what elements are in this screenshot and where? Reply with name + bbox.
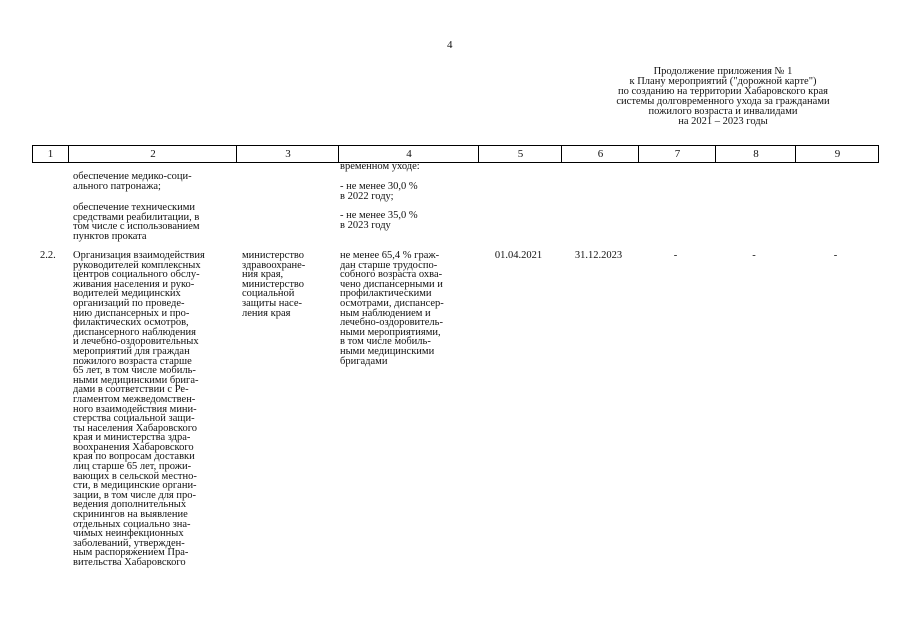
column-header-1: 1: [47, 148, 54, 160]
row-responsible: министерство здравоохране- ния края, министерство социальной защиты насе- ления края: [242, 250, 306, 319]
header-line: по созданию на территории Хабаровского края: [617, 86, 829, 97]
column-header-3: 3: [236, 146, 339, 162]
continuation-col4-item: - не менее 35,0 % в 2023 году: [340, 210, 418, 231]
continuation-col4-item: - не менее 30,0 % в 2022 году;: [340, 181, 418, 202]
continuation-col2-item: обеспечение техническими средствами реабилитации, в том числе с использованием пунктов проката: [73, 202, 200, 242]
row-col8-value: -: [752, 250, 756, 261]
column-header-2: 2: [68, 146, 237, 162]
row-start-date: 01.04.2021: [494, 250, 543, 261]
column-header-6: 6: [561, 146, 639, 162]
appendix-header: [573, 67, 873, 127]
column-header-9: 9: [795, 146, 879, 162]
column-header-5: 5: [478, 146, 562, 162]
column-header-4: 4: [338, 146, 479, 162]
header-line: к Плану мероприятий ("дорожной карте"): [629, 76, 817, 87]
row-col7-value: -: [673, 250, 678, 261]
row-number: 2.2.: [40, 250, 56, 261]
row-indicator: не менее 65,4 % граж- дан старше трудоспо- собного возраста охва- чено диспансерными и профилактическими осмотрами, диспансер- ным наблюдением и лечебно-оздоровитель- ными мероприятиями, в том числе мобиль- ными медицинскими бригадами: [340, 250, 444, 367]
header-line: на 2021 – 2023 годы: [678, 116, 768, 127]
column-header-8: 8: [715, 146, 796, 162]
row-description: Организация взаимодействия руководителей комплексных центров социального обслу- живания населения и руко- водителей медицинских организаций по проведе- нию диспансерных и про- филактических осмотров, диспансерного наблюдения и лечебно-оздоровительных мероприятий для граждан пожилого возраста старше 65 лет, в том числе мобиль- ными медицинскими брига- дами в соответствии с Ре- гламентом межведомствен- ного взаимодействия мини- стерства социальной защи- ты населения Хабаровского края и министерства здра- воохранения Хабаровского края по вопросам доставки лиц старше 65 лет, прожи- вающих в сельской местно- сти, в медицинские органи- зации, в том числе для про- ведения дополнительных скринингов на выявление отдельных социально зна- чимых неинфекционных заболеваний, утвержден- ным распоряжением Пра- вительства Хабаровского: [73, 250, 205, 568]
row-col9-value: -: [833, 250, 838, 261]
header-line: Продолжение приложения № 1: [653, 66, 793, 77]
column-number-header: [32, 145, 879, 163]
row-end-date: 31.12.2023: [574, 250, 623, 261]
column-header-7: 7: [638, 146, 716, 162]
continuation-col2-item: обеспечение медико-соци- ального патронажа;: [73, 171, 192, 192]
header-line: системы долговременного ухода за гражданами: [616, 96, 830, 107]
continuation-col4-item: временном уходе:: [340, 161, 420, 172]
header-line: пожилого возраста и инвалидами: [648, 106, 798, 117]
page-number: 4: [447, 39, 453, 51]
